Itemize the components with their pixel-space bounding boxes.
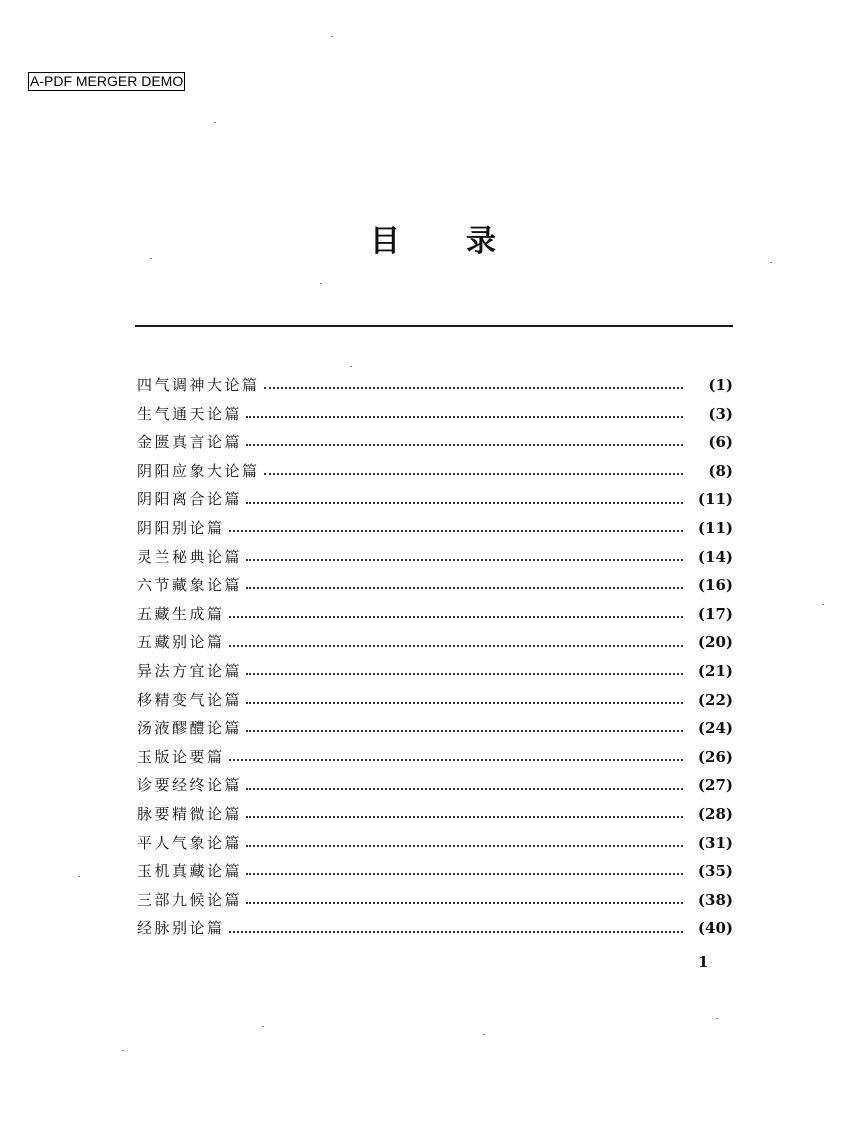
toc-entry-title: 玉版论要篇 <box>137 747 225 766</box>
scan-speck <box>716 1018 718 1019</box>
title-divider <box>135 325 733 327</box>
toc-entry-page: (24) <box>697 719 733 738</box>
toc-leader-dots <box>246 871 683 875</box>
toc-entry-page: (3) <box>708 404 733 423</box>
toc-entry[interactable] <box>137 400 733 429</box>
toc-leader-dots <box>246 557 683 561</box>
toc-leader-dots <box>264 471 683 475</box>
toc-leader-dots <box>246 843 683 847</box>
toc-entry-page: (26) <box>697 747 733 766</box>
toc-leader-dots <box>229 528 683 532</box>
toc-entry[interactable] <box>137 485 733 514</box>
toc-entry[interactable] <box>137 428 733 457</box>
toc-leader-dots <box>246 814 683 818</box>
scan-speck <box>822 604 824 605</box>
watermark-label: A-PDF MERGER DEMO <box>30 73 184 89</box>
page-title-char-2: 录 <box>466 224 496 259</box>
scan-speck <box>320 283 322 284</box>
toc-entry-title: 平人气象论篇 <box>137 833 243 852</box>
toc-entry[interactable] <box>137 686 733 715</box>
toc-entry-page: (35) <box>697 862 733 881</box>
toc-leader-dots <box>246 671 683 675</box>
toc-entry-page: (14) <box>697 547 733 566</box>
toc-leader-dots <box>229 643 683 647</box>
toc-entry-title: 阴阳应象大论篇 <box>137 461 260 480</box>
toc-entry[interactable] <box>137 771 733 800</box>
toc-leader-dots <box>229 929 683 933</box>
toc-entry[interactable] <box>137 714 733 743</box>
toc-entry-title: 阴阳别论篇 <box>137 518 225 537</box>
toc-entry-page: (11) <box>697 518 733 537</box>
toc-entry-page: (6) <box>708 433 733 452</box>
toc-entry-title: 阴阳离合论篇 <box>137 490 243 509</box>
page-number: 1 <box>698 953 709 971</box>
toc-entry-title: 玉机真藏论篇 <box>137 862 243 881</box>
toc-leader-dots <box>246 414 683 418</box>
toc-entry[interactable] <box>137 914 733 943</box>
toc-entry[interactable] <box>137 514 733 543</box>
toc-leader-dots <box>246 700 683 704</box>
toc-entry-title: 五藏生成篇 <box>137 604 225 623</box>
toc-entry-title: 生气通天论篇 <box>137 404 243 423</box>
toc-entry[interactable] <box>137 829 733 858</box>
toc-entry[interactable] <box>137 743 733 772</box>
page-title <box>0 222 866 262</box>
toc-entry-title: 五藏别论篇 <box>137 633 225 652</box>
toc-entry-title: 经脉别论篇 <box>137 919 225 938</box>
scan-speck <box>122 1050 124 1051</box>
toc-entry-page: (8) <box>708 461 733 480</box>
toc-entry-title: 三部九候论篇 <box>137 890 243 909</box>
toc-entry[interactable] <box>137 857 733 886</box>
page-title-char-1: 目 <box>370 224 400 259</box>
scan-speck <box>331 36 333 37</box>
scan-speck <box>770 262 772 263</box>
toc-entry[interactable] <box>137 800 733 829</box>
toc-entry[interactable] <box>137 571 733 600</box>
toc-entry[interactable] <box>137 628 733 657</box>
toc-entry-page: (20) <box>697 633 733 652</box>
scan-speck <box>483 1034 485 1035</box>
table-of-contents <box>137 371 733 943</box>
toc-entry-page: (38) <box>697 890 733 909</box>
toc-leader-dots <box>264 385 683 389</box>
toc-entry-page: (21) <box>697 661 733 680</box>
toc-entry-page: (40) <box>697 919 733 938</box>
toc-entry-page: (27) <box>697 776 733 795</box>
toc-entry[interactable] <box>137 543 733 572</box>
toc-leader-dots <box>246 786 683 790</box>
toc-entry-title: 灵兰秘典论篇 <box>137 547 243 566</box>
scan-speck <box>150 258 152 259</box>
toc-leader-dots <box>229 757 683 761</box>
toc-entry-title: 异法方宜论篇 <box>137 661 243 680</box>
toc-entry[interactable] <box>137 657 733 686</box>
toc-entry-page: (1) <box>708 376 733 394</box>
toc-leader-dots <box>246 900 683 904</box>
toc-entry-title: 汤液醪醴论篇 <box>137 719 243 738</box>
toc-entry[interactable] <box>137 600 733 629</box>
toc-entry-page: (22) <box>697 690 733 709</box>
scan-speck <box>214 122 216 123</box>
toc-leader-dots <box>246 728 683 732</box>
scan-speck <box>262 1026 264 1027</box>
toc-entry[interactable] <box>137 457 733 486</box>
scan-speck <box>78 876 80 877</box>
toc-entry-title: 金匮真言论篇 <box>137 433 243 452</box>
toc-entry-title: 六节藏象论篇 <box>137 576 243 595</box>
toc-entry[interactable] <box>137 371 733 400</box>
toc-leader-dots <box>246 585 683 589</box>
toc-leader-dots <box>229 614 683 618</box>
toc-entry-page: (17) <box>697 604 733 623</box>
toc-entry-title: 脉要精微论篇 <box>137 804 243 823</box>
toc-entry-page: (11) <box>697 490 733 509</box>
toc-entry-title: 四气调神大论篇 <box>137 376 260 394</box>
toc-leader-dots <box>246 442 683 446</box>
toc-entry-page: (31) <box>697 833 733 852</box>
toc-entry-page: (16) <box>697 576 733 595</box>
toc-entry-title: 诊要经终论篇 <box>137 776 243 795</box>
scan-speck <box>350 366 352 367</box>
toc-entry-title: 移精变气论篇 <box>137 690 243 709</box>
toc-leader-dots <box>246 500 683 504</box>
toc-entry[interactable] <box>137 886 733 915</box>
toc-entry-page: (28) <box>697 804 733 823</box>
